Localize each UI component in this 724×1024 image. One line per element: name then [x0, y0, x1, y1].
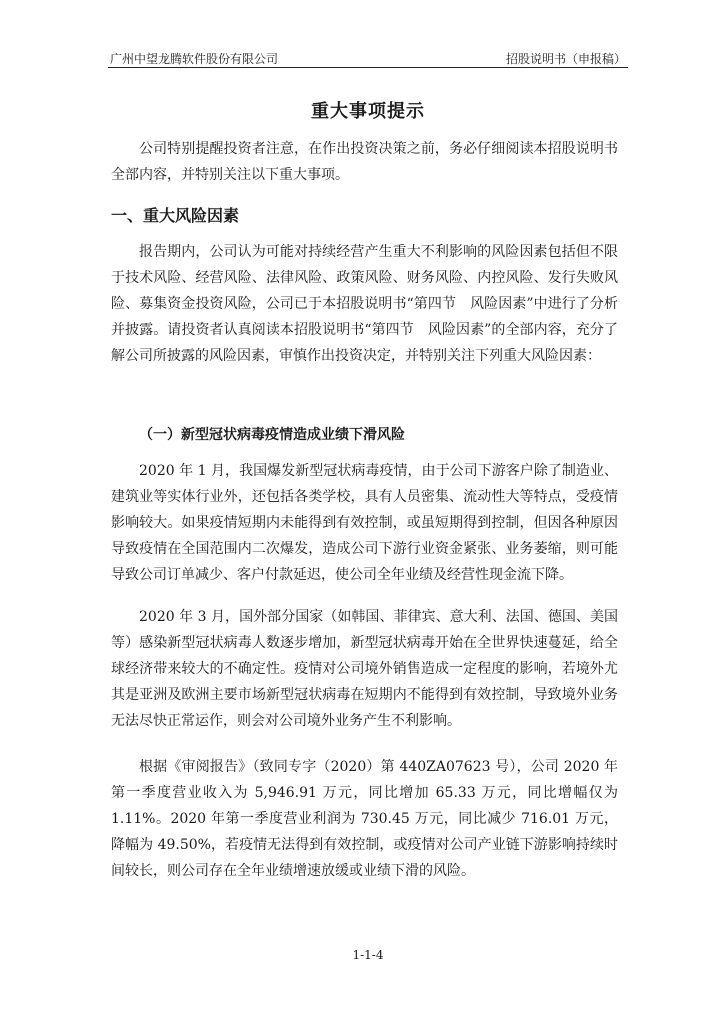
body-paragraph-1: 2020 年 1 月，我国爆发新型冠状病毒疫情，由于公司下游客户除了制造业、建筑业等实体行业外，还包括各类学校，具有人员密集、流动性大等特点，受疫情影响较大。如果疫情短期内未能得到有效控制，或虽短期得到控制，但因各种原因导致疫情在全国范围内二次爆发，造成公司下游行业资金紧张、业务萎缩，则可能导致公司订单减少、客户付款延迟，使公司全年业绩及经营性现金流下降。: [111, 463, 618, 583]
page-title: 重大事项提示: [311, 101, 425, 122]
body-paragraph-2: 2020 年 3 月，国外部分国家（如韩国、菲律宾、意大利、法国、德国、美国等）感染新型冠状病毒人数逐步增加，新型冠状病毒开始在全世界快速蔓延，给全球经济带来较大的不确定性。疫情对公司境外销售造成一定程度的影响，若境外尤其是亚洲及欧洲主要市场新型冠状病毒在短期内不能得到有效控制，导致境外业务无法尽快正常运作，则会对公司境外业务产生不利影响。: [111, 609, 618, 729]
header-rule: [108, 67, 628, 68]
header-doc-title: 招股说明书（申报稿）: [505, 52, 626, 66]
intro-paragraph: 公司特别提醒投资者注意，在作出投资决策之前，务必仔细阅读本招股说明书全部内容，并特别关注以下重大事项。: [111, 141, 618, 183]
header-company: 广州中望龙腾软件股份有限公司: [110, 52, 279, 66]
section-heading: 一、重大风险因素: [111, 206, 240, 225]
subsection-heading: （一）新型冠状病毒疫情造成业绩下滑风险: [139, 427, 405, 443]
body-paragraph-3: 根据《审阅报告》（致同专字（2020）第 440ZA07623 号），公司 2020 年第一季度营业收入为 5,946.91 万元，同比增加 65.33 万元，同比增幅仅为 1.11%。2020 年第一季度营业利润为 730.45 万元，同比减少 716.01 万元，降幅为 49.50%，若疫情无法得到有效控制，或疫情对公司产业链下游影响持续时间较长，则公司存在全年业绩增速放缓或业绩下滑的风险。: [111, 759, 618, 879]
page-number: 1-1-4: [352, 948, 384, 962]
page-header: [108, 48, 628, 66]
section-paragraph: 报告期内，公司认为可能对持续经营产生重大不利影响的风险因素包括但不限于技术风险、经营风险、法律风险、政策风险、财务风险、内控风险、发行失败风险、募集资金投资风险，公司已于本招股说明书“第四节 风险因素”中进行了分析并披露。请投资者认真阅读本招股说明书“第四节 风险因素”的全部内容，充分了解公司所披露的风险因素，审慎作出投资决定，并特别关注下列重大风险因素：: [111, 244, 618, 364]
